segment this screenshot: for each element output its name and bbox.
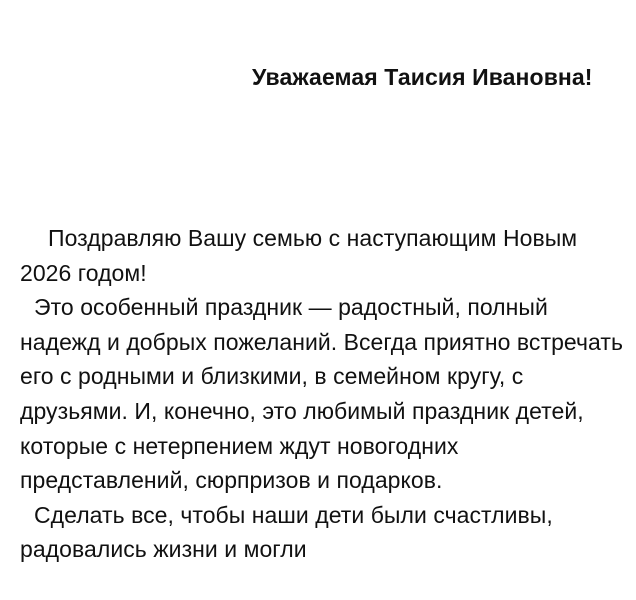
paragraph-greeting: Поздравляю Вашу семью с наступающим Новым 2026 годом! — [20, 225, 578, 286]
paragraph-children: Сделать все, чтобы наши дети были счастливы, радовались жизни и могли — [20, 501, 553, 563]
letter-body — [20, 221, 624, 567]
letter-salutation: Уважаемая Таисия Ивановна! — [252, 64, 593, 90]
paragraph-holiday: Это особенный праздник — радостный, полный надежд и добрых пожеланий. Всегда приятно встречать его с родными и близкими, в семейном кругу, с друзьями. И, конечно, это любимый праздник детей, которые с нетерпением ждут новогодних представлений, сюрпризов и подарков. — [20, 294, 623, 494]
